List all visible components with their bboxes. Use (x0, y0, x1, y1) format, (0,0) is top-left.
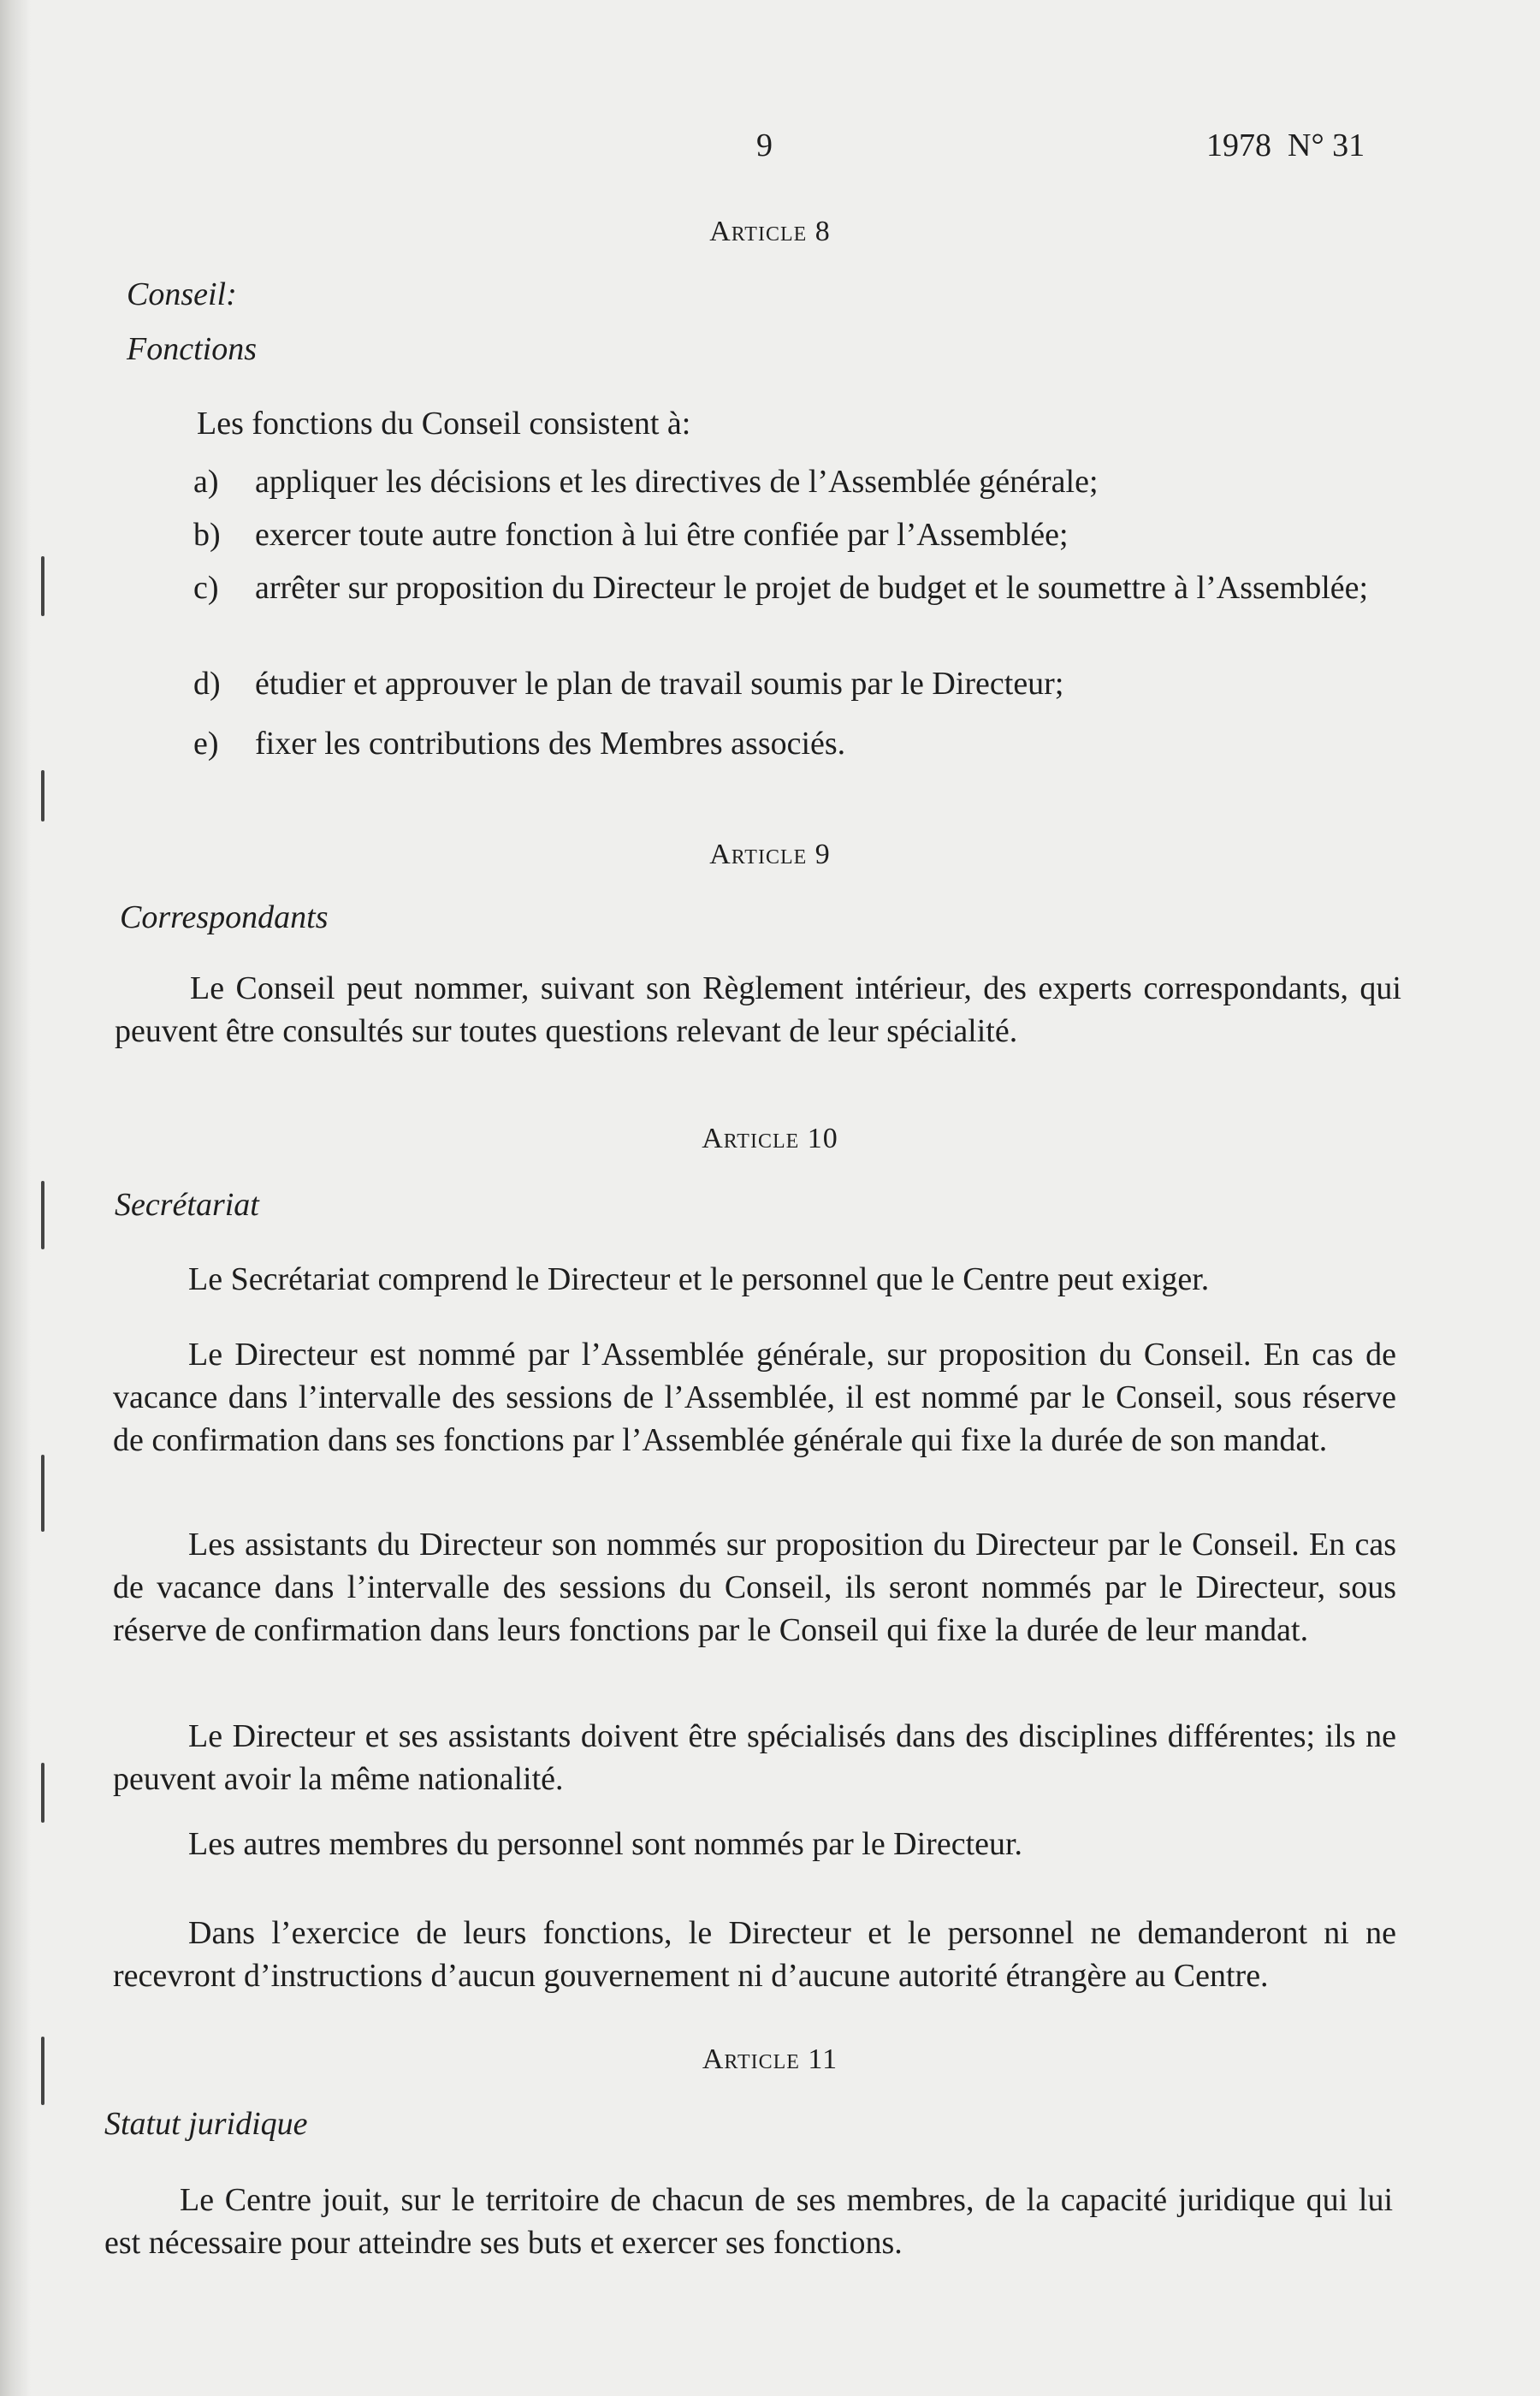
article-9-paragraph: Le Conseil peut nommer, suivant son Règlement intérieur, des experts correspondants, qui peuvent être consultés sur toutes questions relevant de leur spécialité. (115, 970, 1401, 1049)
list-marker: e) (193, 726, 219, 762)
article-9-section-title: Correspondants (120, 899, 329, 935)
list-text: appliquer les décisions et les directives de l’Assemblée générale; (255, 464, 1099, 500)
list-marker: b) (193, 517, 221, 553)
article-10-paragraph: Le Directeur est nommé par l’Assemblée générale, sur proposition du Conseil. En cas de vacance dans l’intervalle des sessions de l’Assemblée, il est nommé par le Conseil, sous réserve de confirmation dans ses fonctions par l’Assemblée générale qui fixe la durée de son mandat. (113, 1337, 1396, 1458)
list-text: arrêter sur proposition du Directeur le projet de budget et le soumettre à l’Assemblée; (255, 570, 1369, 606)
article-8-intro: Les fonctions du Conseil consistent à: (197, 406, 691, 442)
article-10-section-title: Secrétariat (115, 1187, 259, 1223)
article-10-heading: Article 10 (702, 1123, 838, 1154)
article-11-heading: Article 11 (702, 2043, 838, 2075)
list-item (193, 662, 1408, 705)
page-number: 9 (756, 128, 773, 163)
list-item (193, 460, 1408, 503)
list-item (193, 566, 1408, 652)
document-year-number: 1978 N° 31 (1206, 128, 1365, 163)
article-8-heading: Article 8 (709, 216, 831, 247)
article-10-paragraph: Le Secrétariat comprend le Directeur et le personnel que le Centre peut exiger. (188, 1261, 1210, 1297)
article-10-paragraph: Dans l’exercice de leurs fonctions, le Directeur et le personnel ne demanderont ni ne recevront d’instructions d’aucun gouvernement ni d’aucune autorité étrangère au Centre. (113, 1915, 1396, 1994)
article-8-subsection-title: Fonctions (127, 331, 257, 367)
article-11-paragraph: Le Centre jouit, sur le territoire de chacun de ses membres, de la capacité juridique qui lui est nécessaire pour atteindre ses buts et exercer ses fonctions. (104, 2182, 1393, 2261)
list-text: fixer les contributions des Membres associés. (255, 726, 846, 762)
list-marker: d) (193, 666, 221, 702)
list-marker: c) (193, 570, 219, 606)
article-9-heading: Article 9 (709, 839, 831, 870)
list-item (193, 722, 1408, 765)
list-text: exercer toute autre fonction à lui être confiée par l’Assemblée; (255, 517, 1069, 553)
article-11-section-title: Statut juridique (104, 2106, 308, 2142)
article-10-paragraph: Les assistants du Directeur son nommés sur proposition du Directeur par le Conseil. En cas de vacance dans l’intervalle des sessions du Conseil, ils seront nommés par le Directeur, sous réserve de confirmation dans leurs fonctions par le Conseil qui fixe la durée de leur mandat. (113, 1527, 1396, 1648)
article-10-paragraph: Les autres membres du personnel sont nommés par le Directeur. (188, 1826, 1023, 1862)
article-8-section-title: Conseil: (127, 276, 237, 312)
list-item (193, 513, 1408, 556)
article-10-paragraph: Le Directeur et ses assistants doivent être spécialisés dans des disciplines différentes; ils ne peuvent avoir la même nationalité. (113, 1718, 1396, 1797)
list-text: étudier et approuver le plan de travail soumis par le Directeur; (255, 666, 1064, 702)
list-marker: a) (193, 464, 219, 500)
